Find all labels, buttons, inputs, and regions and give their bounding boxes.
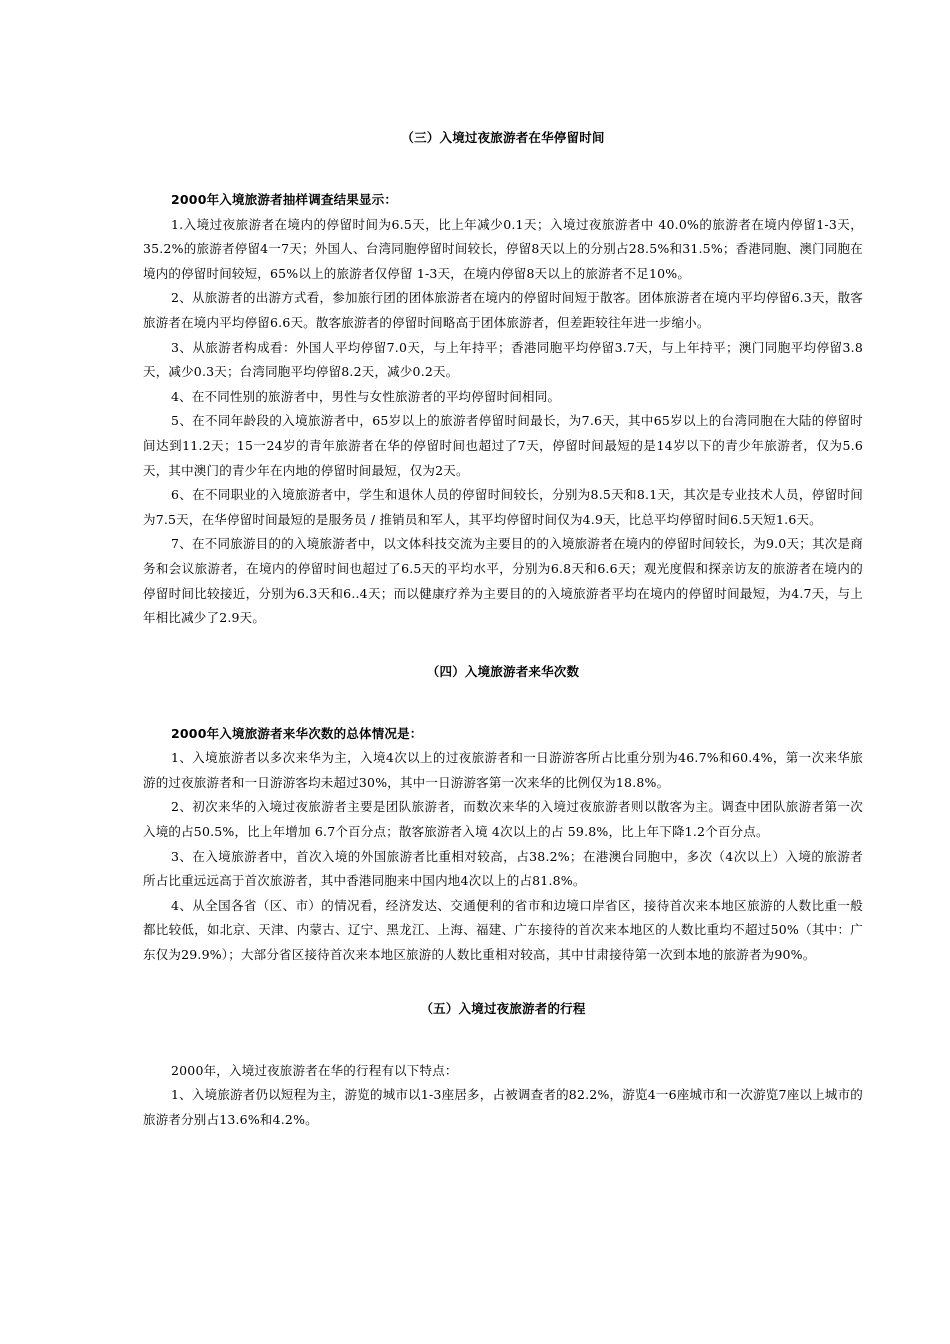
document-body bbox=[143, 126, 863, 1132]
section-4-paragraph-2: 2、初次来华的入境过夜旅游者主要是团队旅游者，而数次来华的入境过夜旅游者则以散客为主。调查中团队旅游者第一次入境的占50.5%，比上年增加 6.7个百分点；散客旅游者入境 4次以上的占 59.8%，比上年下降1.2个百分点。 bbox=[143, 799, 863, 840]
section-3-title: （三）入境过夜旅游者在华停留时间 bbox=[401, 130, 605, 145]
section-4-paragraph-3: 3、在入境旅游者中，首次入境的外国旅游者比重相对较高，占38.2%；在港澳台同胞中，多次（4次以上）入境的旅游者所占比重远远高于首次旅游者，其中香港同胞来中国内地4次以上的占81.8%。 bbox=[143, 848, 863, 889]
section-4-paragraph-1: 1、入境旅游者以多次来华为主，入境4次以上的过夜旅游者和一日游游客所占比重分别为46.7%和60.4%，第一次来华旅游的过夜旅游者和一日游游客均未超过30%，其中一日游游客第一次来华的比例仅为18.8%。 bbox=[143, 750, 863, 790]
spacer bbox=[143, 150, 863, 188]
section-3-paragraph-7: 7、在不同旅游目的的入境旅游者中，以文体科技交流为主要目的的入境旅游者在境内的停留时间较长，为9.0天；其次是商务和会议旅游者，在境内的停留时间也超过了6.5天的平均水平，分别为6.8天和6.6天；观光度假和探亲访友的旅游者在境内的停留时间比较接近，分别为6.3天和6..4天；而以健康疗养为主要目的的入境旅游者平均在境内的停留时间最短，为4.7天，与上年相比减少了2.9天。 bbox=[143, 536, 863, 626]
section-3-paragraph-3: 3、从旅游者构成看：外国人平均停留7.0天，与上年持平；香港同胞平均停留3.7天，与上年持平；澳门同胞平均停留3.8天，减少0.3天；台湾同胞平均停留8.2天，减少0.2天。 bbox=[143, 339, 863, 380]
section-3-paragraph-2: 2、从旅游者的出游方式看，参加旅行团的团体旅游者在境内的停留时间短于散客。团体旅游者在境内平均停留6.3天，散客旅游者在境内平均停留6.6天。散客旅游者的停留时间略高于团体旅游者，但差距较往年进一步缩小。 bbox=[143, 290, 863, 330]
section-3-paragraph-5: 5、在不同年龄段的入境旅游者中，65岁以上的旅游者停留时间最长，为7.6天，其中65岁以上的台湾同胞在大陆的停留时间达到11.2天；15一24岁的青年旅游者在华的停留时间也超过了7天，停留时间最短的是14岁以下的青少年旅游者，仅为5.6天，其中澳门的青少年在内地的停留时间最短，仅为2天。 bbox=[143, 413, 863, 478]
spacer bbox=[143, 631, 863, 660]
section-3-paragraph-1: 1.入境过夜旅游者在境内的停留时间为6.5天，比上年减少0.1天；入境过夜旅游者中 40.0%的旅游者在境内停留1-3天，35.2%的旅游者停留4一7天；外国人、台湾同胞停留时间较长，停留8天以上的分别占28.5%和31.5%；香港同胞、澳门同胞在境内的停留时间较短，65%以上的旅游者仅停留 1-3天，在境内停留8天以上的旅游者不足10%。 bbox=[143, 216, 863, 281]
spacer bbox=[143, 968, 863, 997]
section-5-title: （五）入境过夜旅游者的行程 bbox=[420, 1000, 586, 1016]
section-4-paragraph-4: 4、从全国各省（区、市）的情况看，经济发达、交通便利的省市和边境口岸省区，接待首次来本地区旅游的人数比重一般都比较低，如北京、天津、内蒙古、辽宁、黑龙江、上海、福建、广东接待的首次来本地区的人数比重均不超过50%（其中：广东仅为29.9%）；大部分省区接待首次来本地区旅游的人数比重相对较高，其中甘肃接待第一次到本地的旅游者为90%。 bbox=[143, 897, 863, 963]
section-5-lead: 2000年，入境过夜旅游者在华的行程有以下特点： bbox=[171, 1062, 458, 1078]
section-5-paragraph-1: 1、入境旅游者仍以短程为主，游览的城市以1-3座居多，占被调查者的82.2%，游览4一6座城市和一次游览7座以上城市的旅游者分别占13.6%和4.2%。 bbox=[143, 1087, 863, 1127]
section-4-title: （四）入境旅游者来华次数 bbox=[426, 663, 580, 679]
spacer bbox=[143, 1021, 863, 1059]
section-3-paragraph-6: 6、在不同职业的入境旅游者中，学生和退休人员的停留时间较长，分别为8.5天和8.1天，其次是专业技术人员，停留时间为7.5天，在华停留时间最短的是服务员 / 推销员和军人，其平均停留时间仅为4.9天，比总平均停留时间6.5天短1.6天。 bbox=[143, 487, 863, 527]
section-3-lead: 2000年入境旅游者抽样调查结果显示： bbox=[171, 192, 398, 207]
spacer bbox=[143, 684, 863, 722]
section-4-lead: 2000年入境旅游者来华次数的总体情况是： bbox=[171, 725, 423, 741]
section-3-paragraph-4: 4、在不同性别的旅游者中，男性与女性旅游者的平均停留时间相同。 bbox=[171, 388, 561, 404]
